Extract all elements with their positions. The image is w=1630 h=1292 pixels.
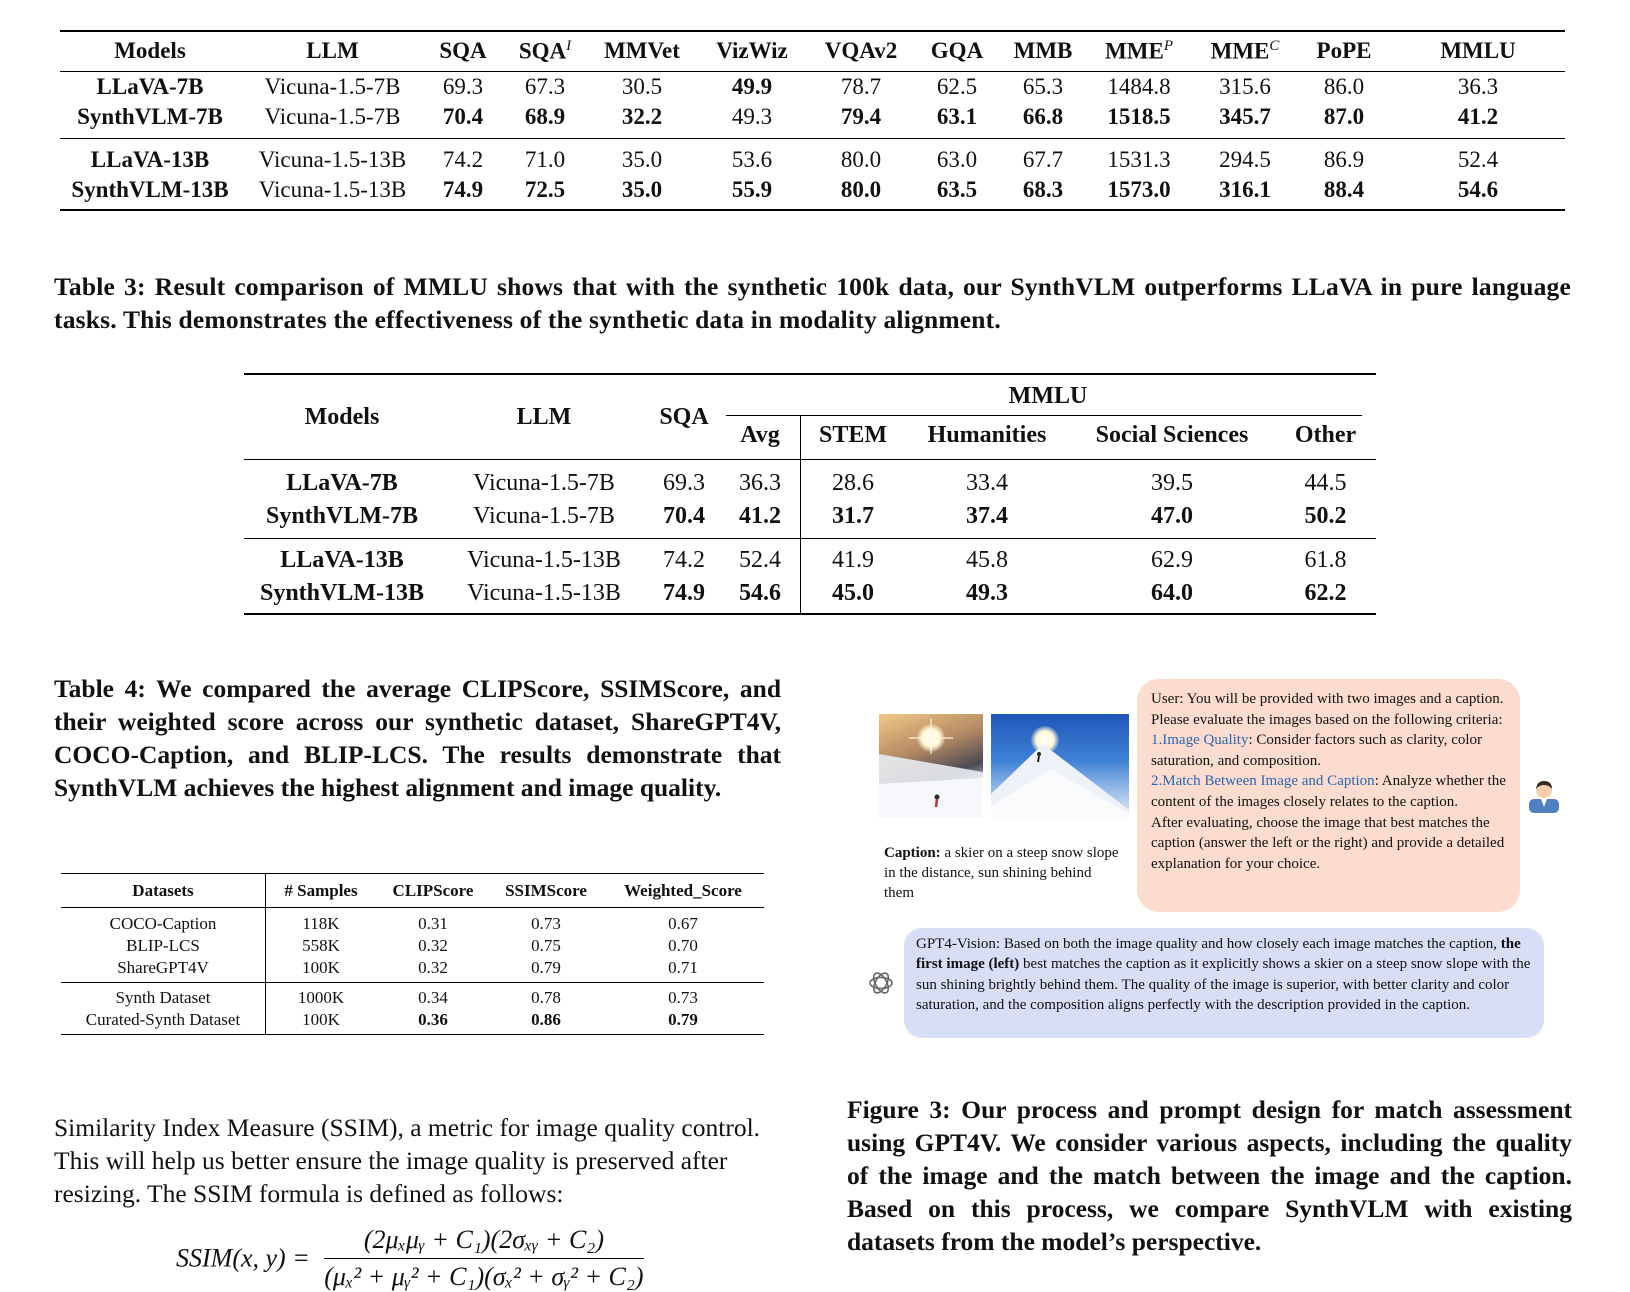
formula-denominator: (μₓ² + μᵧ² + C₁)(σₓ² + σᵧ² + C₂) (324, 1262, 644, 1291)
cell: 52.4 (1457, 146, 1499, 172)
table-header-row (244, 374, 1376, 416)
formula-numerator: (2μₓμᵧ + C₁)(2σₓᵧ + C₂) (324, 1225, 643, 1259)
cell: 67.3 (524, 73, 566, 99)
cell: 1518.5 (1107, 103, 1171, 129)
cell: Vicuna-1.5-7B (264, 73, 401, 99)
table-row (60, 138, 1565, 175)
user-avatar-icon (1527, 777, 1561, 813)
body-paragraph: Similarity Index Measure (SSIM), a metric for image quality control. This will help us better ensure the image quality is preserved after resizing. The SSIM formula is defined as follows: (54, 1113, 761, 1208)
cell: 35.0 (621, 146, 663, 172)
cell: 37.4 (966, 503, 1008, 529)
col-stem: STEM (818, 422, 887, 448)
cell: 50.2 (1304, 503, 1347, 529)
cell: 45.0 (832, 580, 874, 606)
table-row (244, 500, 1376, 539)
cell: 55.9 (731, 176, 773, 202)
cell: 80.0 (840, 146, 882, 172)
cell: 294.5 (1219, 146, 1271, 172)
table-row (60, 102, 1565, 139)
cell: 63.0 (936, 146, 978, 172)
cell: 66.8 (1022, 103, 1064, 129)
col-mmb: MMB (1013, 38, 1073, 64)
cell: ShareGPT4V (61, 957, 266, 983)
table-row (61, 983, 764, 1010)
cell: Vicuna-1.5-13B (467, 580, 621, 606)
table-header-row (60, 31, 1565, 71)
table-row (61, 957, 764, 983)
cell: 86.9 (1323, 146, 1365, 172)
col-weighted-score: Weighted_Score (624, 881, 742, 900)
mmlu-table (244, 373, 1376, 615)
cell: 0.31 (418, 914, 448, 933)
cell: LLaVA-7B (286, 470, 398, 496)
cell: 54.6 (1457, 176, 1499, 202)
cell: 36.3 (720, 460, 801, 501)
user-prompt-bubble: User: You will be provided with two images and a caption. Please evaluate the images based on the following criteria: 1.Image Quality: Consider factors such as clarity, color saturation, and composition. 2.Match Between Image and Caption: Analyze whether the content of the images closely relates to the caption. After evaluating, choose the image that best matches the caption (answer the left or the right) and provide a detailed explanation for your choice. (1137, 679, 1520, 912)
cell: 49.3 (731, 103, 773, 129)
cell: 52.4 (720, 539, 801, 578)
cell: 72.5 (524, 176, 566, 202)
cell: 69.3 (442, 73, 484, 99)
cell: Curated-Synth Dataset (61, 1009, 266, 1035)
col-group-mmlu: MMLU (720, 374, 1376, 416)
table-row (61, 908, 764, 936)
cell: BLIP-LCS (61, 935, 266, 957)
col-social-sciences: Social Sciences (1095, 422, 1249, 448)
cell: 78.7 (840, 73, 882, 99)
cell: 69.3 (663, 470, 705, 496)
cell: 53.6 (731, 146, 773, 172)
cell: SynthVLM-7B (265, 503, 419, 529)
openai-logo-icon (866, 968, 896, 998)
cell: 41.2 (720, 500, 801, 539)
cell: 63.1 (936, 103, 978, 129)
cell: SynthVLM-13B (71, 176, 229, 202)
cell: 44.5 (1304, 470, 1347, 496)
skier-image-right (991, 714, 1129, 818)
cell: 74.2 (663, 547, 705, 573)
cell: 315.6 (1219, 73, 1271, 99)
cell: 0.36 (418, 1010, 448, 1029)
table-row (61, 1009, 764, 1035)
cell: 54.6 (720, 577, 801, 614)
cell: 41.9 (832, 547, 874, 573)
cell: 118K (302, 914, 340, 933)
cell: 68.3 (1022, 176, 1064, 202)
cell: 36.3 (1457, 73, 1499, 99)
col-other: Other (1294, 422, 1357, 448)
results-table-top (60, 30, 1565, 211)
cell: 0.70 (668, 936, 698, 955)
col-avg: Avg (720, 416, 801, 460)
cell: 316.1 (1219, 176, 1271, 202)
table-row (61, 935, 764, 957)
cell: Vicuna-1.5-13B (258, 176, 407, 202)
figure-3 (860, 675, 1580, 1060)
cell: 345.7 (1219, 103, 1271, 129)
table3-caption: Table 3: Result comparison of MMLU shows that with the synthetic 100k data, our SynthVLM outperforms LLaVA in pure language tasks. This demonstrates the effectiveness of the synthetic data in modality alignment. (54, 272, 1571, 334)
cell: 65.3 (1022, 73, 1064, 99)
cell: 67.7 (1022, 146, 1064, 172)
col-clipscore: CLIPScore (392, 881, 474, 900)
cell: 35.0 (621, 176, 663, 202)
cell: 49.3 (966, 580, 1008, 606)
cell: LLaVA-13B (90, 146, 210, 172)
cell: 70.4 (442, 103, 484, 129)
cell: 64.0 (1151, 580, 1193, 606)
table-row (60, 71, 1565, 102)
cell: 0.32 (418, 958, 448, 977)
col-humanities: Humanities (927, 422, 1047, 448)
cell: SynthVLM-7B (77, 103, 223, 129)
cell: 63.5 (936, 176, 978, 202)
cell: 0.79 (668, 1010, 698, 1029)
cell: LLaVA-7B (96, 73, 204, 99)
cell: 62.5 (936, 73, 978, 99)
col-llm: LLM (516, 403, 572, 430)
gpt4v-response-bubble: GPT4-Vision: Based on both the image quality and how closely each image matches the caption, the first image (left) best matches the caption as it explicitly shows a skier on a steep snow slope with the sun shining brightly behind them. The quality of the image is superior, with better clarity and color saturation, and the composition aligns perfectly with the description provided in the caption. (904, 928, 1544, 1038)
col-gqa: GQA (930, 38, 984, 64)
cell: LLaVA-13B (280, 547, 404, 573)
col-models: Models (114, 38, 186, 64)
cell: 0.73 (531, 914, 561, 933)
cell: 49.9 (731, 73, 773, 99)
cell: 74.9 (663, 580, 705, 606)
col-vqav2: VQAv2 (824, 38, 898, 64)
cell: 74.2 (442, 146, 484, 172)
cell: 87.0 (1323, 103, 1365, 129)
cell: 32.2 (621, 103, 663, 129)
cell: 558K (302, 936, 340, 955)
col-llm: LLM (306, 38, 359, 64)
cell: 1573.0 (1107, 176, 1171, 202)
formula-lhs: SSIM(x, y) = (176, 1243, 310, 1273)
cell: 80.0 (840, 176, 882, 202)
col-ssimscore: SSIMScore (505, 881, 587, 900)
cell: Vicuna-1.5-7B (264, 103, 401, 129)
cell: 0.86 (531, 1010, 561, 1029)
cell: Synth Dataset (61, 983, 266, 1010)
col-vizwiz: VizWiz (716, 38, 788, 64)
cell: 1000K (297, 988, 345, 1007)
cell: 100K (302, 958, 340, 977)
cell: 47.0 (1151, 503, 1193, 529)
cell: 45.8 (966, 547, 1008, 573)
cell: 41.2 (1457, 103, 1499, 129)
cell: 62.9 (1151, 547, 1193, 573)
cell: 28.6 (832, 470, 874, 496)
cell: 86.0 (1323, 73, 1365, 99)
col-datasets: Datasets (61, 874, 266, 908)
cell: 33.4 (966, 470, 1008, 496)
cell: 0.71 (668, 958, 698, 977)
col-samples: # Samples (284, 881, 358, 900)
skier-image-left (879, 714, 983, 818)
cell: 71.0 (524, 146, 566, 172)
cell: 1531.3 (1107, 146, 1171, 172)
cell: 88.4 (1323, 176, 1365, 202)
table-header-row (61, 874, 764, 908)
cell: 61.8 (1304, 547, 1347, 573)
cell: 62.2 (1304, 580, 1347, 606)
cell: 0.67 (668, 914, 698, 933)
cell: 39.5 (1151, 470, 1193, 496)
col-mmlu: MMLU (1440, 38, 1516, 64)
cell: Vicuna-1.5-13B (258, 146, 407, 172)
col-mme-p: $MME^P$ (1105, 38, 1173, 64)
table4-caption: Table 4: We compared the average CLIPScore, SSIMScore, and their weighted score across our synthetic dataset, ShareGPT4V, COCO-Caption, and BLIP-LCS. The results demonstrate that SynthVLM achieves the highest alignment and image quality. (54, 674, 781, 802)
cell: Vicuna-1.5-7B (473, 503, 615, 529)
cell: SynthVLM-13B (259, 580, 425, 606)
cell: 100K (302, 1010, 340, 1029)
figure-caption-text: Caption: a skier on a steep snow slope in the distance, sun shining behind them (884, 845, 1119, 901)
cell: Vicuna-1.5-13B (467, 547, 621, 573)
col-mmvet: MMVet (604, 38, 680, 64)
cell: 74.9 (442, 176, 484, 202)
cell: 31.7 (832, 503, 874, 529)
figure3-caption: Figure 3: Our process and prompt design for match assessment using GPT4V. We consider various aspects, including the quality of the image and the match between the image and the caption. Based on this process, we compare SynthVLM with existing datasets from the model’s perspective. (847, 1095, 1572, 1256)
col-sqa: SQA (659, 403, 709, 430)
table-row (244, 539, 1376, 578)
ssim-formula (176, 1225, 644, 1292)
cell: 70.4 (663, 503, 705, 529)
col-mme-c: $MME^C$ (1210, 38, 1280, 64)
table-row (244, 577, 1376, 614)
cell: 1484.8 (1107, 73, 1171, 99)
col-sqa: SQA (439, 38, 487, 64)
cell: 0.78 (531, 988, 561, 1007)
cell: 0.79 (531, 958, 561, 977)
cell: 30.5 (621, 73, 663, 99)
cell: 0.73 (668, 988, 698, 1007)
cell: Vicuna-1.5-7B (473, 470, 615, 496)
table-row (60, 175, 1565, 210)
cell: COCO-Caption (61, 908, 266, 936)
cell: 79.4 (840, 103, 882, 129)
cell: 0.75 (531, 936, 561, 955)
col-pope: PoPE (1316, 38, 1372, 64)
col-sqa-i: $SQA^I$ (518, 38, 572, 64)
cell: 0.32 (418, 936, 448, 955)
cell: 68.9 (524, 103, 566, 129)
dataset-score-table (61, 873, 764, 1035)
cell: 0.34 (418, 988, 448, 1007)
col-models: Models (304, 403, 380, 430)
table-row (244, 460, 1376, 501)
